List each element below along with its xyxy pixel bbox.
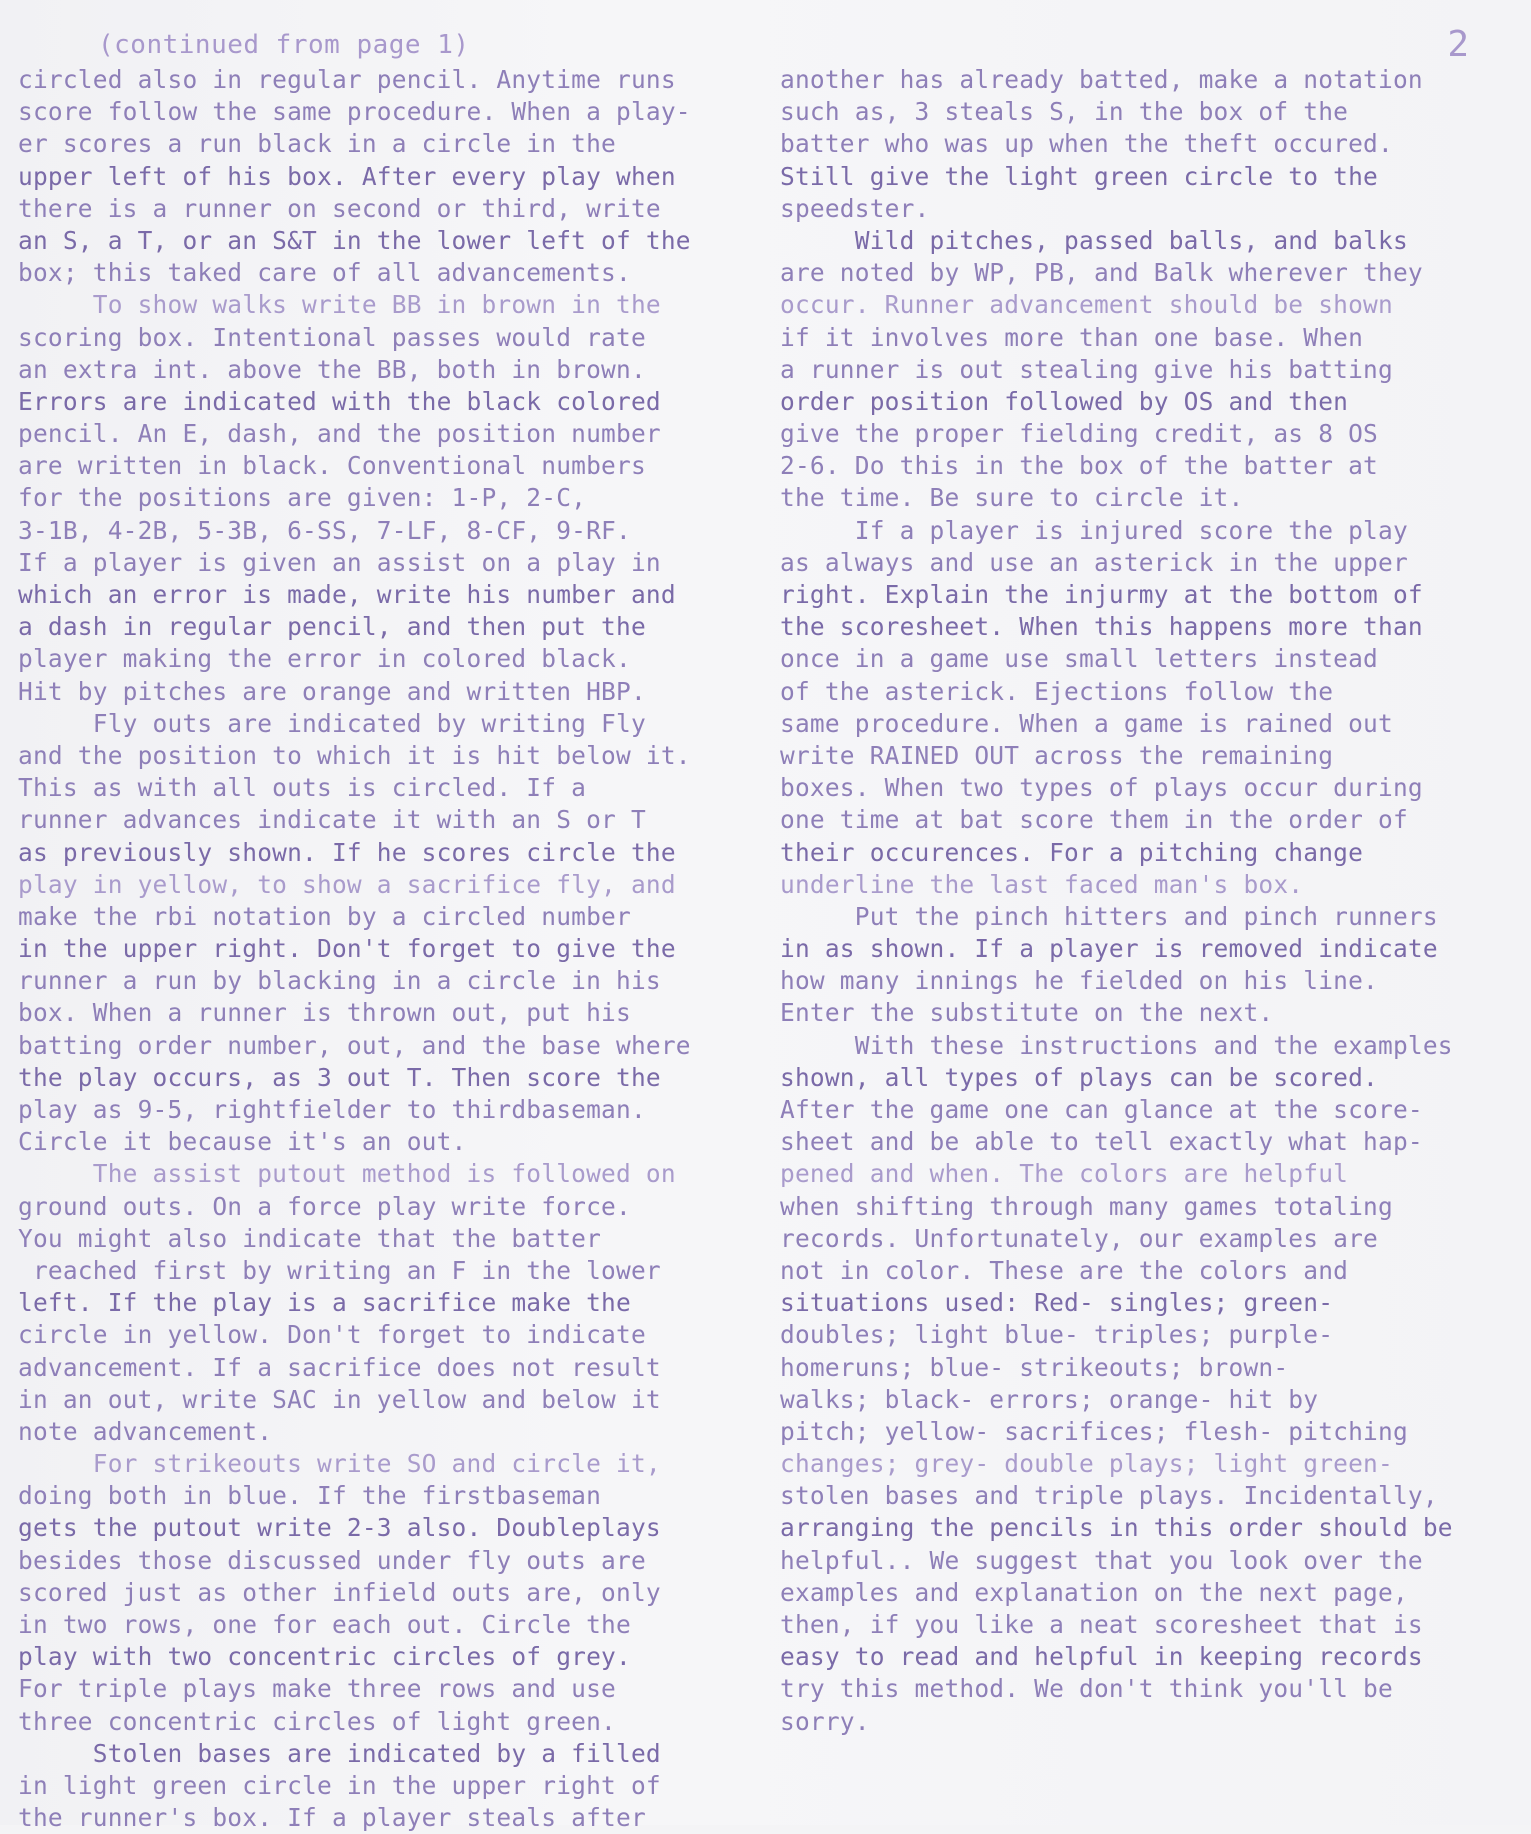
text-line: the time. Be sure to circle it.: [780, 483, 1244, 513]
text-line: in two rows, one for each out. Circle the: [18, 1610, 631, 1639]
text-line: in the upper right. Don't forget to give the: [18, 934, 676, 964]
text-line: easy to read and helpful in keeping records: [780, 1642, 1423, 1672]
text-line: scoring box. Intentional passes would rate: [18, 322, 646, 352]
text-line: gets the putout write 2-3 also. Doubleplays: [18, 1513, 661, 1543]
text-line: If a player is injured score the play: [780, 515, 1408, 545]
text-line: batting order number, out, and the base where: [18, 1030, 691, 1060]
text-line: Hit by pitches are orange and written HBP.: [18, 676, 646, 706]
text-line: the runner's box. If a player steals after: [18, 1803, 646, 1833]
text-line: scored just as other infield outs are, only: [18, 1577, 661, 1607]
text-line: helpful.. We suggest that you look over the: [780, 1545, 1423, 1575]
text-line: examples and explanation on the next page,: [780, 1577, 1408, 1607]
text-line: as always and use an asterick in the upper: [780, 547, 1408, 577]
text-line: box; this taked care of all advancements.: [18, 258, 631, 288]
text-line: 2-6. Do this in the box of the batter at: [780, 451, 1379, 481]
text-line: Errors are indicated with the black colored: [18, 386, 661, 416]
continued-header: (continued from page 1): [98, 30, 470, 60]
text-line: Enter the substitute on the next.: [780, 998, 1274, 1028]
text-line: To show walks write BB in brown in the: [18, 290, 661, 320]
text-line: For triple plays make three rows and use: [18, 1674, 617, 1704]
text-line: circled also in regular pencil. Anytime runs: [18, 65, 676, 94]
text-line: records. Unfortunately, our examples are: [780, 1223, 1379, 1253]
text-line: After the game one can glance at the score-: [780, 1095, 1423, 1124]
text-line: ground outs. On a force play write force.: [18, 1191, 631, 1221]
text-line: their occurences. For a pitching change: [780, 837, 1364, 867]
text-line: in as shown. If a player is removed indicate: [780, 934, 1438, 964]
text-line: arranging the pencils in this order should be: [780, 1513, 1453, 1543]
text-line: three concentric circles of light green.: [18, 1706, 617, 1736]
text-line: the play occurs, as 3 out T. Then score the: [18, 1062, 661, 1092]
text-line: left. If the play is a sacrifice make the: [18, 1288, 631, 1318]
text-line: the scoresheet. When this happens more than: [780, 612, 1423, 642]
text-line: runner a run by blacking in a circle in his: [18, 966, 661, 996]
text-line: sheet and be able to tell exactly what hap-: [780, 1127, 1423, 1157]
text-line: reached first by writing an F in the lower: [18, 1255, 661, 1285]
text-line: same procedure. When a game is rained out: [780, 708, 1393, 738]
text-line: batter who was up when the theft occured.: [780, 129, 1393, 159]
text-line: doubles; light blue- triples; purple-: [780, 1320, 1334, 1350]
text-line: player making the error in colored black.: [18, 644, 631, 674]
text-line: pened and when. The colors are helpful: [780, 1159, 1349, 1189]
text-line: situations used: Red- singles; green-: [780, 1288, 1334, 1318]
text-line: doing both in blue. If the firstbaseman: [18, 1481, 602, 1511]
text-line: which an error is made, write his number and: [18, 580, 676, 609]
text-line: write RAINED OUT across the remaining: [780, 740, 1334, 770]
text-line: a dash in regular pencil, and then put the: [18, 612, 646, 642]
text-line: are noted by WP, PB, and Balk wherever they: [780, 258, 1423, 288]
text-line: if it involves more than one base. When: [780, 322, 1364, 352]
text-line: With these instructions and the examples: [780, 1030, 1453, 1060]
text-line: and the position to which it is hit below it.: [18, 740, 691, 770]
text-line: The assist putout method is followed on: [18, 1159, 676, 1189]
text-line: er scores a run black in a circle in the: [18, 129, 617, 159]
text-line: such as, 3 steals S, in the box of the: [780, 97, 1349, 127]
text-line: Stolen bases are indicated by a filled: [18, 1738, 661, 1768]
text-line: one time at bat score them in the order of: [780, 805, 1408, 835]
text-line: are written in black. Conventional numbers: [18, 451, 646, 481]
text-line: a runner is out stealing give his batting: [780, 354, 1393, 384]
text-line: an extra int. above the BB, both in brown.: [18, 354, 646, 384]
text-line: speedster.: [780, 193, 930, 223]
text-line: an S, a T, or an S&T in the lower left of the: [18, 225, 691, 255]
text-line: advancement. If a sacrifice does not result: [18, 1352, 661, 1382]
text-line: sorry.: [780, 1706, 870, 1736]
text-line: in an out, write SAC in yellow and below it: [18, 1384, 661, 1414]
text-line: note advancement.: [18, 1416, 273, 1446]
text-line: shown, all types of plays can be scored.: [780, 1062, 1379, 1092]
text-line: pencil. An E, dash, and the position number: [18, 419, 661, 449]
text-line: You might also indicate that the batter: [18, 1223, 602, 1253]
text-line: besides those discussed under fly outs are: [18, 1545, 646, 1575]
text-line: boxes. When two types of plays occur during: [780, 773, 1423, 803]
text-line: homeruns; blue- strikeouts; brown-: [780, 1352, 1289, 1382]
text-line: give the proper fielding credit, as 8 OS: [780, 419, 1379, 449]
text-line: of the asterick. Ejections follow the: [780, 676, 1334, 706]
text-line: circle in yellow. Don't forget to indicate: [18, 1320, 646, 1350]
text-line: try this method. We don't think you'll be: [780, 1674, 1393, 1704]
text-line: Wild pitches, passed balls, and balks: [780, 225, 1408, 255]
right-column: [780, 64, 1520, 1738]
text-line: as previously shown. If he scores circle the: [18, 837, 676, 867]
text-line: upper left of his box. After every play when: [18, 161, 676, 191]
text-line: occur. Runner advancement should be shown: [780, 290, 1393, 320]
text-line: play with two concentric circles of grey.: [18, 1642, 631, 1672]
text-line: 3-1B, 4-2B, 5-3B, 6-SS, 7-LF, 8-CF, 9-RF.: [18, 515, 631, 545]
text-line: walks; black- errors; orange- hit by: [780, 1384, 1319, 1414]
text-line: there is a runner on second or third, write: [18, 193, 661, 223]
text-line: how many innings he fielded on his line.: [780, 966, 1379, 996]
text-line: then, if you like a neat scoresheet that is: [780, 1610, 1423, 1639]
text-line: pitch; yellow- sacrifices; flesh- pitching: [780, 1416, 1408, 1446]
text-line: box. When a runner is thrown out, put his: [18, 998, 631, 1028]
page-number: 2: [1447, 24, 1469, 65]
text-line: right. Explain the injurmy at the bottom of: [780, 580, 1423, 609]
text-line: for the positions are given: 1-P, 2-C,: [18, 483, 587, 513]
text-line: stolen bases and triple plays. Incidentally,: [780, 1481, 1438, 1511]
text-line: Circle it because it's an out.: [18, 1127, 467, 1157]
left-column: [18, 64, 758, 1834]
text-line: another has already batted, make a notation: [780, 65, 1423, 94]
text-line: This as with all outs is circled. If a: [18, 773, 587, 803]
text-line: order position followed by OS and then: [780, 386, 1349, 416]
text-line: once in a game use small letters instead: [780, 644, 1379, 674]
text-line: For strikeouts write SO and circle it,: [18, 1449, 661, 1479]
text-line: not in color. These are the colors and: [780, 1255, 1349, 1285]
text-line: Put the pinch hitters and pinch runners: [780, 901, 1438, 931]
text-line: when shifting through many games totaling: [780, 1191, 1393, 1221]
text-line: make the rbi notation by a circled number: [18, 901, 631, 931]
text-line: underline the last faced man's box.: [780, 869, 1304, 899]
text-line: Still give the light green circle to the: [780, 161, 1379, 191]
text-line: play as 9-5, rightfielder to thirdbaseman.: [18, 1095, 646, 1124]
text-line: Fly outs are indicated by writing Fly: [18, 708, 646, 738]
text-line: runner advances indicate it with an S or T: [18, 805, 646, 835]
text-line: score follow the same procedure. When a play-: [18, 97, 691, 127]
text-line: changes; grey- double plays; light green-: [780, 1449, 1393, 1479]
text-line: play in yellow, to show a sacrifice fly, and: [18, 869, 676, 899]
text-line: If a player is given an assist on a play in: [18, 547, 661, 577]
text-line: in light green circle in the upper right of: [18, 1770, 661, 1800]
